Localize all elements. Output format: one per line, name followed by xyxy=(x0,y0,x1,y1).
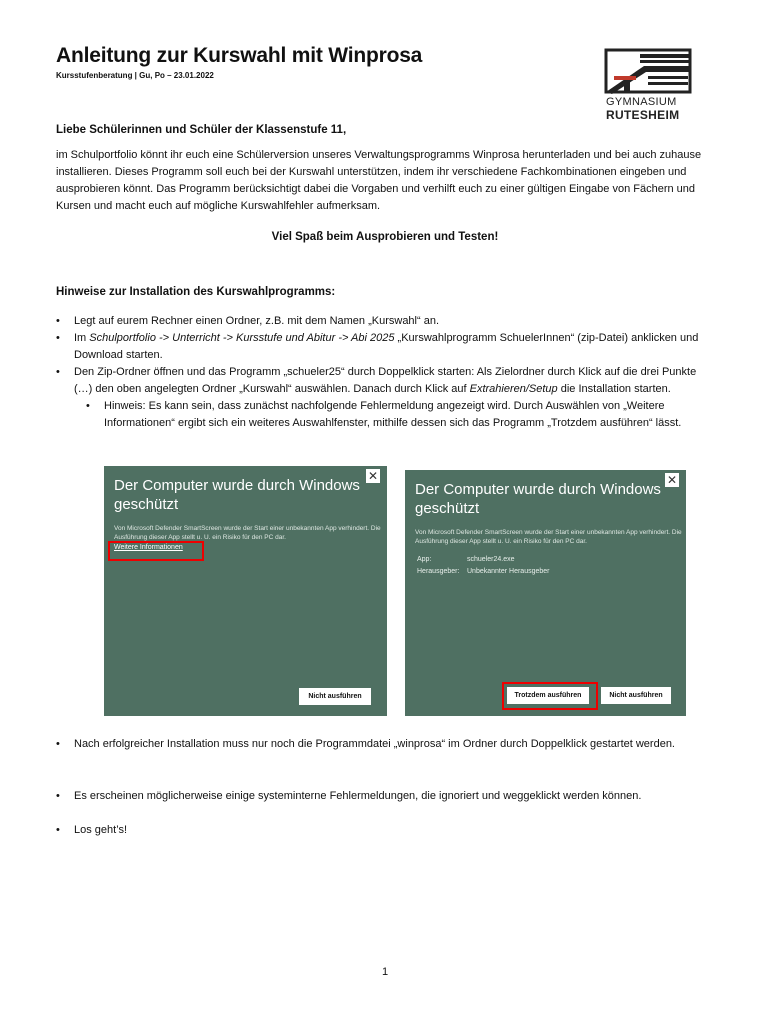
list-item-text: Los geht’s! xyxy=(74,824,128,836)
dialog-heading: Der Computer wurde durch Windows geschützt xyxy=(415,481,661,517)
logo-text-rutesheim: RUTESHEIM xyxy=(606,108,680,122)
install-list-continued xyxy=(56,788,706,805)
list-item xyxy=(56,330,706,364)
intro-paragraph: im Schulportfolio könnt ihr euch eine Schülerversion unseres Verwaltungsprogramms Winprosa herunterladen und bei auch zuhause installieren. Dieses Programm soll euch bei der Kurswahl unterstützen, indem ihr verschiedene Fachkombinationen eingeben und ausprobieren könnt. Das Programm berücksichtigt dabei die Vorgaben und verhilft euch zu einer gültigen Eingabe von Fächern und Kursen und macht euch auf mögliche Kurswahlfehler aufmerksam. xyxy=(56,149,702,212)
greeting: Liebe Schülerinnen und Schüler der Klassenstufe 11, xyxy=(56,124,347,136)
document-subtitle: Kursstufenberatung | Gu, Po – 23.01.2022 xyxy=(56,71,214,80)
list-item-text: Es erscheinen möglicherweise einige systeminterne Fehlermeldungen, die ignoriert und weggeklickt werden können. xyxy=(74,790,642,802)
sub-list xyxy=(74,398,706,432)
sub-list-item-text: Hinweis: Es kann sein, dass zunächst nachfolgende Fehlermeldung angezeigt wird. Durch Auswählen von „Weitere Informationen“ ergibt sich ein weiteres Auswahlfenster, mithilfe dessen sich das Programm „Trotzdem ausführen“ lässt. xyxy=(104,400,682,429)
dialog-heading: Der Computer wurde durch Windows geschützt xyxy=(114,477,360,513)
list-item xyxy=(56,822,706,839)
logo-text-gymnasium: GYMNASIUM xyxy=(606,96,677,108)
list-item xyxy=(56,788,706,805)
list-item-text: Legt auf eurem Rechner einen Ordner, z.B. mit dem Namen „Kurswahl“ an. xyxy=(74,315,440,327)
close-icon[interactable]: ✕ xyxy=(666,473,678,487)
highlight-box xyxy=(108,541,204,561)
install-list-continued xyxy=(56,822,706,839)
highlight-text: Viel Spaß beim Ausprobieren und Testen! xyxy=(271,231,499,243)
list-item xyxy=(56,313,706,330)
sub-list-item xyxy=(74,398,706,432)
page-number: 1 xyxy=(381,966,389,978)
document-title: Anleitung zur Kurswahl mit Winprosa xyxy=(56,44,423,67)
publisher-value: Unbekannter Herausgeber xyxy=(467,568,550,575)
app-label: App: xyxy=(417,556,432,563)
dont-run-button[interactable]: Nicht ausführen xyxy=(601,687,671,704)
list-item xyxy=(56,736,706,753)
dont-run-button[interactable]: Nicht ausführen xyxy=(299,688,371,705)
portfolio-path: Schulportfolio -> Unterricht -> Kursstufe und Abitur -> Abi 2025 xyxy=(89,332,395,344)
run-anyway-button[interactable]: Trotzdem ausführen xyxy=(507,687,589,704)
list-item-text: Im xyxy=(74,332,90,344)
more-info-link[interactable]: Weitere Informationen xyxy=(114,544,183,551)
setup-label: Extrahieren/Setup xyxy=(469,383,558,395)
app-value: schueler24.exe xyxy=(467,556,515,563)
list-item-text: „Kurswahlprogramm SchuelerInnen“ (zip-Datei) anklicken und Download starten. xyxy=(74,332,699,361)
dialog-message: Von Microsoft Defender SmartScreen wurde der Start einer unbekannten App verhindert. Die Ausführung dieser App stellt u. U. ein Risiko für den PC dar. xyxy=(415,529,682,545)
install-heading: Hinweise zur Installation des Kurswahlprogramms: xyxy=(56,286,336,298)
publisher-label: Herausgeber: xyxy=(417,568,460,575)
install-list-continued xyxy=(56,736,706,753)
install-list xyxy=(56,313,706,432)
close-icon[interactable]: ✕ xyxy=(367,469,379,483)
list-item xyxy=(56,364,706,432)
dialog-message: Von Microsoft Defender SmartScreen wurde der Start einer unbekannten App verhindert. Die Ausführung dieser App stellt u. U. ein Risiko für den PC dar. xyxy=(114,525,381,541)
list-item-text: die Installation starten. xyxy=(557,383,671,395)
list-item-text: Den Zip-Ordner öffnen und das Programm „schueler25“ durch Doppelklick starten: Als Zielordner durch Klick auf die drei Punkte (…) den oben angelegten Ordner „Kurswahl“ auswählen. Danach durch Klick auf xyxy=(74,366,697,395)
list-item-text: Nach erfolgreicher Installation muss nur noch die Programmdatei „winprosa“ im Ordner durch Doppelklick gestartet werden. xyxy=(74,738,675,750)
smartscreen-dialog-1 xyxy=(104,466,387,716)
smartscreen-dialog-2 xyxy=(405,470,686,716)
